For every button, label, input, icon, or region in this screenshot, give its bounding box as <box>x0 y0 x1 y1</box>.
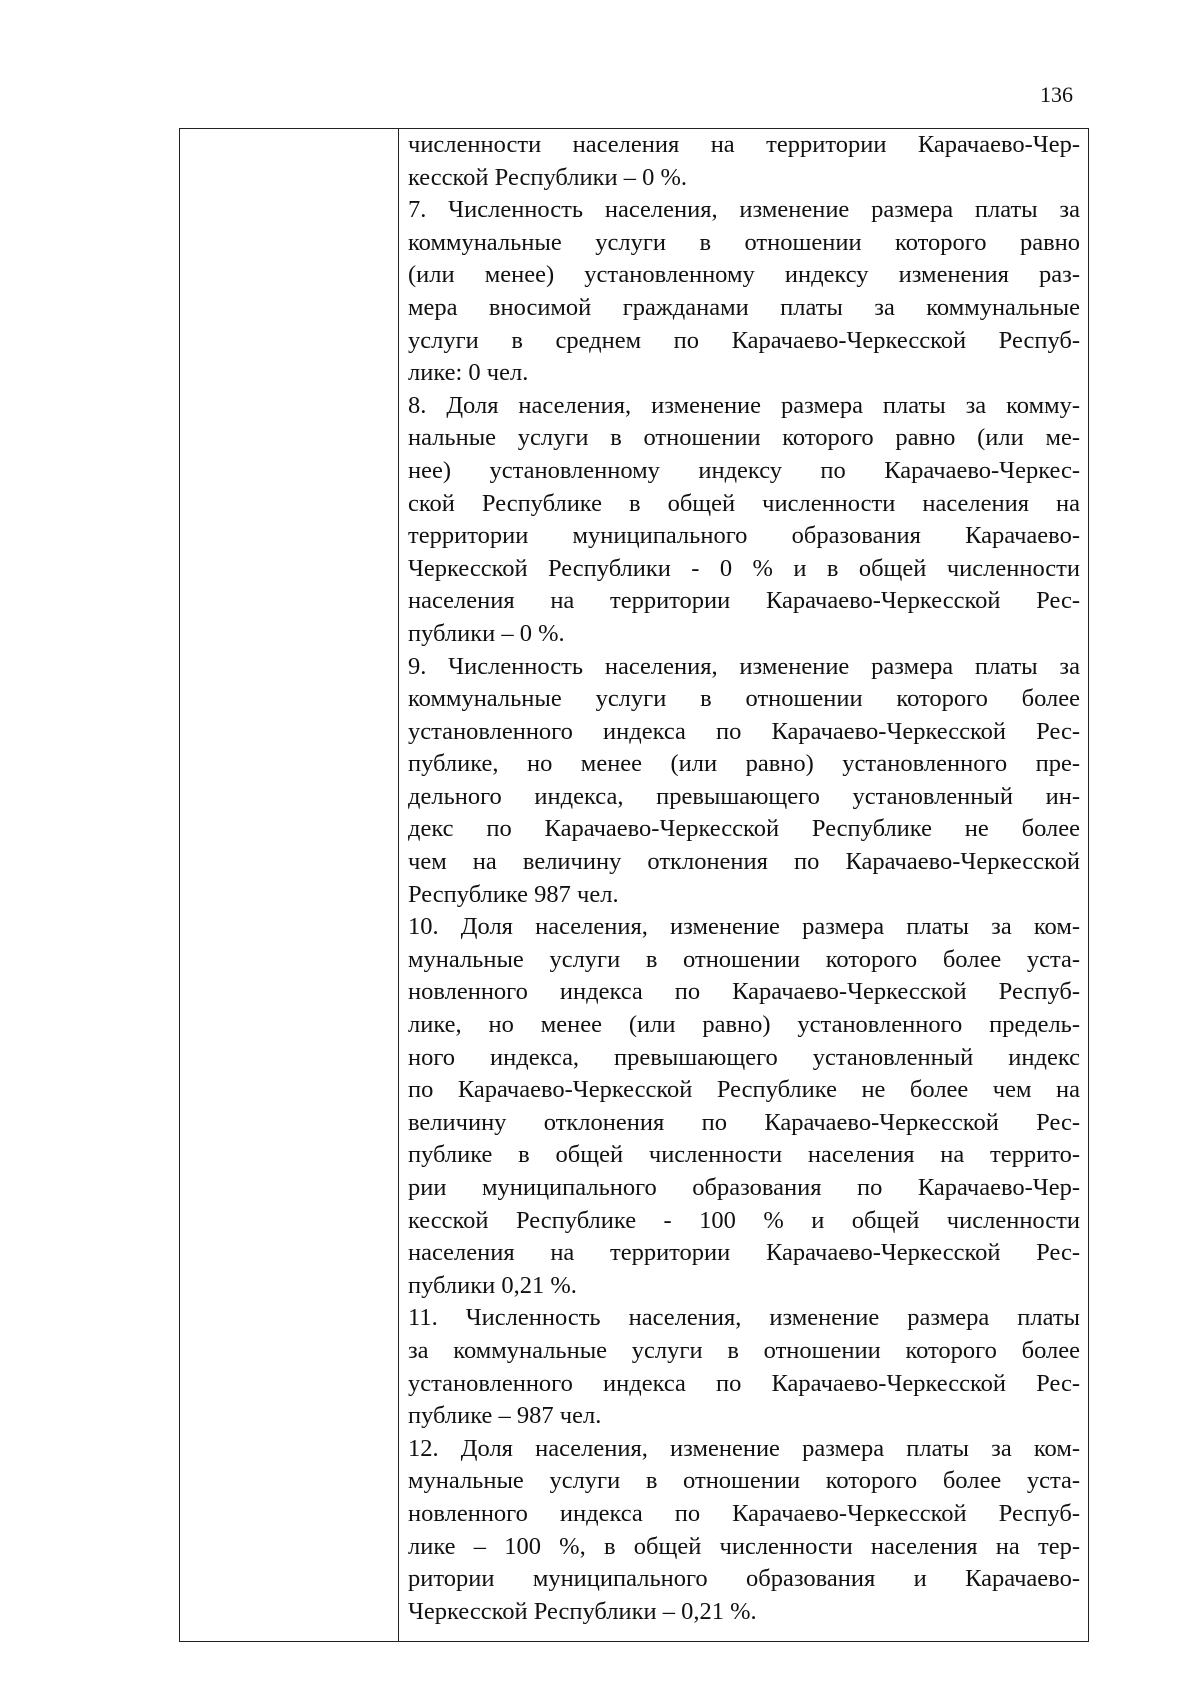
document-table <box>179 128 1089 1642</box>
text-line: коммунальные услуги в отношении которого более <box>408 685 1080 713</box>
text-line: установленного индекса по Карачаево-Черкесской Рес- <box>408 717 1080 745</box>
text-line: публики – 0 %. <box>408 619 565 647</box>
text-line: 7. Численность населения, изменение размера платы за <box>408 196 1080 224</box>
text-line: Черкесской Республики – 0,21 %. <box>408 1597 757 1625</box>
text-line: (или менее) установленному индексу изменения раз- <box>408 261 1080 289</box>
text-line: новленного индекса по Карачаево-Черкесской Респуб- <box>408 1499 1080 1527</box>
text-line: нее) установленному индексу по Карачаево-Черкес- <box>408 456 1080 484</box>
text-line: мера вносимой гражданами платы за коммунальные <box>408 293 1080 321</box>
text-line: новленного индекса по Карачаево-Черкесской Респуб- <box>408 978 1080 1006</box>
text-line: публике – 987 чел. <box>408 1402 602 1430</box>
text-line: дельного индекса, превышающего установленный ин- <box>408 782 1080 810</box>
text-line: численности населения на территории Карачаево-Чер- <box>408 131 1080 158</box>
text-line: 9. Численность населения, изменение размера платы за <box>408 652 1080 680</box>
text-line: ской Республике в общей численности населения на <box>408 489 1080 517</box>
text-line: нальные услуги в отношении которого равно (или ме- <box>408 424 1080 452</box>
text-line: установленного индекса по Карачаево-Черкесской Рес- <box>408 1369 1080 1397</box>
text-line: населения на территории Карачаево-Черкесской Рес- <box>408 1239 1080 1267</box>
text-line: Черкесской Республики - 0 % и в общей численности <box>408 554 1080 582</box>
text-line: 10. Доля населения, изменение размера платы за ком- <box>408 913 1080 941</box>
table-left-cell <box>180 129 399 1641</box>
text-line: кесской Республики – 0 %. <box>408 163 687 191</box>
text-line: величину отклонения по Карачаево-Черкесской Рес- <box>408 1108 1080 1136</box>
text-line: лике, но менее (или равно) установленного предель- <box>408 1011 1080 1039</box>
text-line: декс по Карачаево-Черкесской Республике не более <box>408 815 1080 843</box>
text-line: мунальные услуги в отношении которого более уста- <box>408 1467 1080 1495</box>
text-line: 12. Доля населения, изменение размера платы за ком- <box>408 1434 1080 1462</box>
text-line: Республике 987 чел. <box>408 880 619 908</box>
text-line: за коммунальные услуги в отношении которого более <box>408 1336 1080 1364</box>
text-line: по Карачаево-Черкесской Республике не более чем на <box>408 1076 1080 1104</box>
text-line: публики 0,21 %. <box>408 1271 577 1299</box>
text-line: рии муниципального образования по Карачаево-Чер- <box>408 1174 1080 1201</box>
text-line: населения на территории Карачаево-Черкесской Рес- <box>408 587 1080 615</box>
text-line: 11. Численность населения, изменение размера платы <box>408 1304 1080 1332</box>
text-line: чем на величину отклонения по Карачаево-Черкесской <box>408 848 1080 876</box>
text-line: публике, но менее (или равно) установленного пре- <box>408 750 1080 778</box>
text-line: публике в общей численности населения на террито- <box>408 1141 1080 1169</box>
text-line: кесской Республике - 100 % и общей численности <box>408 1206 1080 1234</box>
text-line: 8. Доля населения, изменение размера платы за комму- <box>408 391 1080 419</box>
text-line: услуги в среднем по Карачаево-Черкесской Респуб- <box>408 326 1080 354</box>
text-line: мунальные услуги в отношении которого более уста- <box>408 945 1080 973</box>
text-line: коммунальные услуги в отношении которого равно <box>408 228 1080 256</box>
text-line: территории муниципального образования Карачаево- <box>408 522 1080 550</box>
page-number: 136 <box>1040 82 1073 107</box>
text-line: ного индекса, превышающего установленный индекс <box>408 1043 1080 1071</box>
text-line: лике – 100 %, в общей численности населения на тер- <box>408 1532 1080 1560</box>
text-line: ритории муниципального образования и Карачаево- <box>408 1565 1080 1593</box>
text-line: лике: 0 чел. <box>408 359 529 387</box>
table-text-cell <box>399 129 1088 1641</box>
